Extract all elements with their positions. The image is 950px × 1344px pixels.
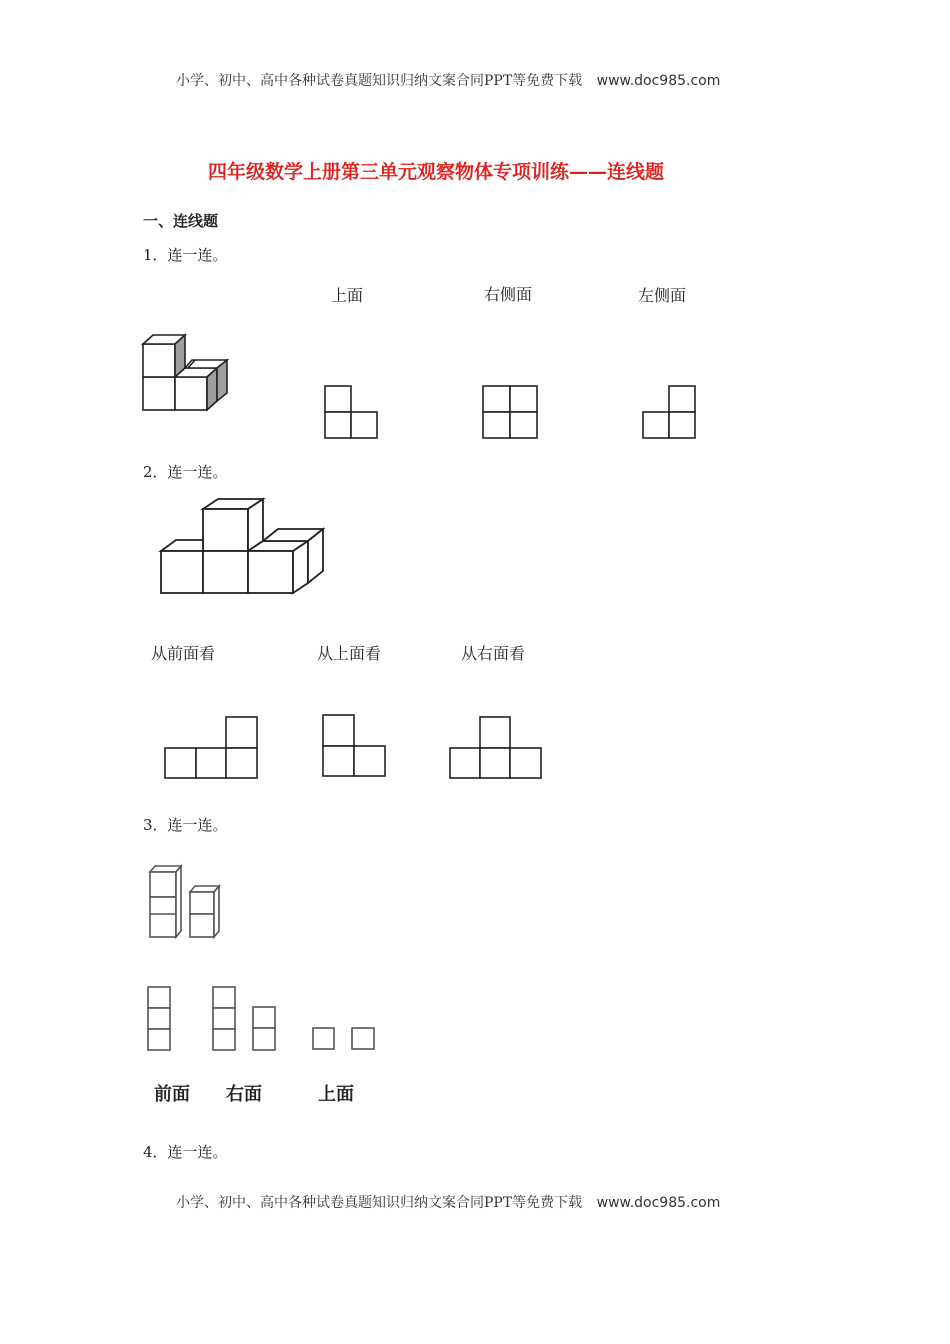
q3-solid-figure — [147, 862, 227, 942]
section-heading: 一、连线题 — [143, 212, 219, 230]
header-text: 小学、初中、高中各种试卷真题知识归纳文案合同PPT等免费下载 — [176, 73, 583, 89]
q1-view-b — [482, 385, 540, 440]
q1-solid-figure — [140, 332, 235, 414]
question-4-number: 4．连一连。 — [143, 1143, 228, 1161]
q2-label-right: 从右面看 — [461, 644, 526, 663]
q2-view-b — [322, 713, 388, 779]
q3-view-a — [146, 985, 174, 1055]
header-url: www.doc985.com — [596, 73, 721, 89]
q1-view-c — [642, 385, 698, 440]
q1-view-a — [324, 385, 380, 440]
page-footer — [176, 1192, 720, 1212]
q2-view-c — [449, 715, 545, 781]
q1-label-right-side: 右侧面 — [484, 285, 533, 304]
question-2-number: 2．连一连。 — [143, 463, 228, 481]
q1-label-left-side: 左侧面 — [638, 286, 687, 305]
q3-view-b — [211, 985, 279, 1055]
footer-text: 小学、初中、高中各种试卷真题知识归纳文案合同PPT等免费下载 — [176, 1195, 583, 1211]
q3-label-front: 前面 — [154, 1084, 190, 1105]
page-title: 四年级数学上册第三单元观察物体专项训练——连线题 — [208, 161, 665, 183]
q3-label-right: 右面 — [226, 1084, 262, 1105]
q2-label-front: 从前面看 — [151, 644, 216, 663]
q2-label-top: 从上面看 — [317, 644, 382, 663]
question-3-number: 3．连一连。 — [143, 816, 228, 834]
q3-label-top: 上面 — [318, 1084, 354, 1105]
q1-label-top: 上面 — [331, 286, 364, 305]
q3-view-c — [311, 1026, 379, 1054]
q2-solid-figure — [158, 497, 330, 597]
footer-url: www.doc985.com — [596, 1195, 721, 1211]
q2-view-a — [164, 715, 260, 781]
question-1-number: 1．连一连。 — [143, 246, 228, 264]
page-header — [176, 70, 720, 90]
